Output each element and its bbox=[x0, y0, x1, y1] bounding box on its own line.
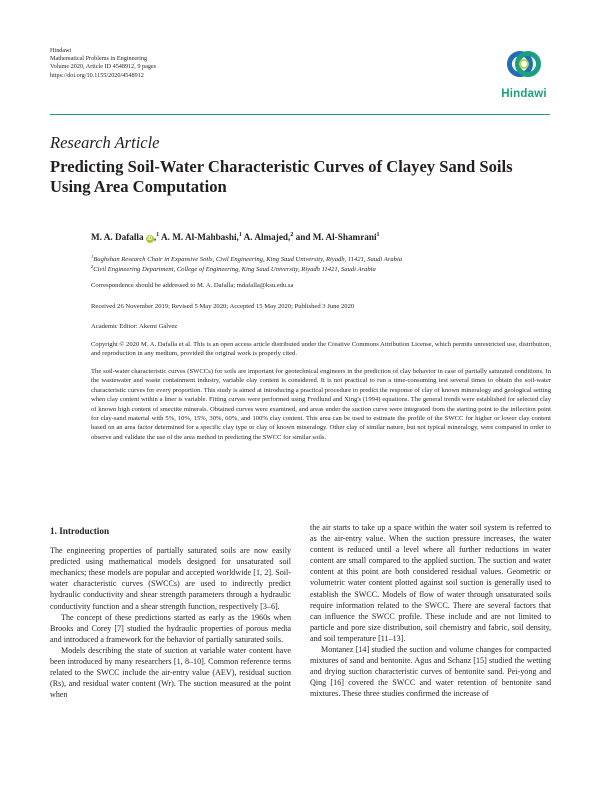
correspondence: Correspondence should be addressed to M. A. Dafalla; mdafalla@ksu.edu.sa bbox=[91, 282, 294, 289]
paragraph: Montanez [14] studied the suction and volume changes for compacted mixtures of sand and bentonite. Agus and Schanz [15] studied the wetting and drying suction characteristic curves of bentonite sand. Pei-yong and Qing [16] covered the SWCC and water retention of bentonite sand mixtures. These three studies confirmed the increase of bbox=[310, 645, 551, 699]
paragraph: The concept of these predictions started as early as the 1960s when Brooks and Corey [7] studied the hydraulic properties of porous media and introduced a framework for the behavior of partially saturated soils. bbox=[50, 612, 291, 644]
affiliation-2-number: 2 bbox=[91, 264, 94, 269]
logo-text: Hindawi bbox=[501, 88, 547, 100]
hindawi-logo-icon bbox=[504, 44, 544, 84]
article-type: Research Article bbox=[50, 133, 160, 152]
author-2-affiliation: 1 bbox=[238, 232, 242, 238]
paragraph: Models describing the state of suction at variable water content have been introduced by many researchers [1, 8–10]. Common reference terms related to the SWCC include the air-entry value (AEV), residual suction (Rs), and residual water content (Wr). The suction measured at the point when bbox=[50, 645, 291, 700]
affiliation-1-text: Bughshan Research Chair in Expansive Soils, Civil Engineering, King Saud University, Riyadh, 11421, Saudi Arabia bbox=[93, 256, 403, 264]
section-heading: 1. Introduction bbox=[50, 526, 110, 536]
right-column bbox=[310, 522, 551, 700]
academic-editor: Academic Editor: Akemi Gálvez bbox=[91, 323, 178, 330]
abstract: The soil-water characteristic curves (SWCCs) for soils are important for geotechnical engineers in the prediction of clay behavior in case of partially saturated conditions. In the wastewater and waste containment industry, variable clay content is considered. It is not practical to run a time-consuming test several times to obtain the soil-water characteristic curves for every proportion. This study is aimed at introducing a practical procedure to predict the response of clay of known mineralogy and geological setting when clay content within a liner is variable. Fitting curves were performed using Fredlund and Xing's (1994) equations. The general trends were established for selected clay of known high content of smectite minerals. Obtained curves were examined, and areas under the suction curve were integrated from the starting point to the inflection point for clay-sand material with 5%, 10%, 15%, 30%, 60%, and 100% clay content. This area can be used to estimate the profile of the SWCC for higher or lower clay content based on an area factor determined for a specific clay type or clay of known mineralogy. Other clay of similar nature, but not typical mineralogy, were compared in order to observe and validate the use of the area method in predicting the SWCC for similar soils. bbox=[91, 368, 551, 441]
author-1[interactable]: M. A. Dafalla bbox=[91, 232, 144, 243]
journal-name: Mathematical Problems in Engineering bbox=[50, 55, 148, 63]
publisher-name: Hindawi bbox=[50, 47, 72, 54]
publication-dates: Received 26 November 2019; Revised 5 May 2020; Accepted 15 May 2020; Published 3 June 2020 bbox=[91, 303, 355, 310]
author-1-affiliation: 1 bbox=[156, 232, 160, 238]
author-4[interactable]: and M. Al-Shamrani bbox=[295, 232, 377, 243]
author-3-affiliation: 2 bbox=[290, 232, 294, 238]
paragraph: the air starts to take up a space within the water soil system is referred to as the air-entry value. When the suction pressure increases, the water content is reduced until a level where all further reductions in water content are small compared to the applied suction. The suction and water content at this point are both considered residual values. Geometric or volumetric water content plotted against soil suction is generally used to establish the SWCC. Models of flow of water through unsaturated soils require information related to the SWCC. There are several factors that can influence the SWCC profile. These include and are not limited to particle and pore size distribution, soil chemistry and fabric, soil density, and soil temperature [11–13]. bbox=[310, 523, 551, 643]
hindawi-logo[interactable] bbox=[494, 44, 554, 102]
paper-title: Predicting Soil-Water Characteristic Curves of Clayey Sand Soils Using Area Computation bbox=[50, 157, 513, 196]
orcid-icon[interactable]: iD bbox=[147, 236, 153, 243]
affiliation-2 bbox=[91, 262, 376, 274]
author-4-affiliation: 1 bbox=[376, 232, 380, 238]
author-3[interactable]: A. Almajed, bbox=[243, 232, 291, 243]
volume-info: Volume 2020, Article ID 4548912, 9 pages bbox=[50, 63, 157, 71]
journal-info bbox=[50, 47, 156, 80]
author-2[interactable]: A. M. Al-Mahbashi, bbox=[160, 232, 239, 243]
author-list: M. A. Dafalla iD ,$^1$ A. M. Al-Mahbashi,$^1$ A. Almajed,$^2$ and M. Al-Shamrani$^1$ bbox=[91, 232, 380, 243]
affiliation-2-text: Civil Engineering Department, College of Engineering, King Saud University, Riyadh 11421, Saudi Arabia bbox=[93, 266, 376, 274]
left-column bbox=[50, 522, 291, 700]
header-divider bbox=[50, 114, 550, 115]
paragraph: The engineering properties of partially saturated soils are now easily predicted using mathematical models designed for unsaturated soil mechanics; these models are popular and accepted worldwide [1, 2]. Soil-water characteristic curves (SWCCs) are used to indirectly predict hydraulic conductivity and shear strength parameters through a hydraulic conductivity function and a shear strength function, respectively [3–6]. bbox=[50, 546, 291, 611]
affiliation-1-number: 1 bbox=[91, 254, 94, 259]
copyright-notice: Copyright © 2020 M. A. Dafalla et al. This is an open access article distributed under the Creative Commons Attribution License, which permits unrestricted use, distribution, and reproduction in any medium, provided the original work is properly cited. bbox=[91, 341, 551, 358]
doi-link[interactable]: https://doi.org/10.1155/2020/4548912 bbox=[50, 71, 144, 79]
